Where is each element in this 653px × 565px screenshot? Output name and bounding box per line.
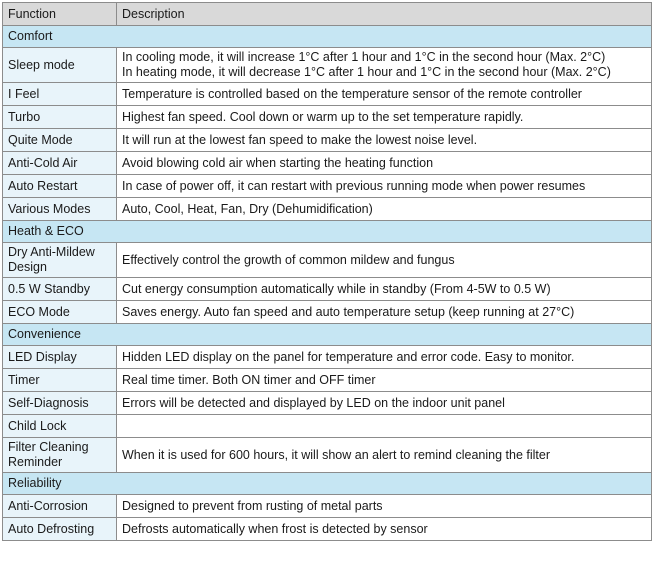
- table-row: [3, 392, 652, 415]
- description-cell: [117, 415, 652, 438]
- section-title: Convenience: [3, 324, 652, 346]
- table-row: [3, 243, 652, 278]
- function-label-line: Filter Cleaning: [8, 440, 89, 454]
- description-text: When it is used for 600 hours, it will show an alert to remind cleaning the filter: [122, 447, 550, 462]
- description-text: In cooling mode, it will increase 1°C after 1 hour and 1°C in the second hour (Max. 2°C): [122, 50, 606, 64]
- description-cell: [117, 48, 652, 83]
- description-cell: [117, 106, 652, 129]
- description-text: Avoid blowing cold air when starting the heating function: [122, 155, 434, 170]
- table-row: [3, 415, 652, 438]
- description-text: Defrosts automatically when frost is detected by sensor: [122, 521, 428, 536]
- function-cell: Auto Defrosting: [3, 518, 117, 541]
- description-cell: [117, 346, 652, 369]
- function-cell: [3, 438, 117, 473]
- table-row: [3, 369, 652, 392]
- description-cell: [117, 129, 652, 152]
- table-row: [3, 129, 652, 152]
- description-cell: [117, 152, 652, 175]
- table-row: [3, 198, 652, 221]
- function-cell: Sleep mode: [3, 48, 117, 83]
- description-cell: [117, 243, 652, 278]
- description-column-header: Description: [117, 3, 652, 26]
- function-cell: Anti-Corrosion: [3, 495, 117, 518]
- section-row: [3, 26, 652, 48]
- function-cell: Timer: [3, 369, 117, 392]
- description-cell: [117, 518, 652, 541]
- table-row: [3, 301, 652, 324]
- section-row: [3, 324, 652, 346]
- section-title: Reliability: [3, 473, 652, 495]
- table-row: [3, 518, 652, 541]
- description-cell: [117, 175, 652, 198]
- description-text: Auto, Cool, Heat, Fan, Dry (Dehumidification): [122, 201, 373, 216]
- function-cell: Various Modes: [3, 198, 117, 221]
- function-cell: Quite Mode: [3, 129, 117, 152]
- function-column-header: Function: [3, 3, 117, 26]
- table-row: [3, 278, 652, 301]
- table-row: [3, 106, 652, 129]
- table-row: [3, 438, 652, 473]
- description-text: Hidden LED display on the panel for temperature and error code. Easy to monitor.: [122, 349, 575, 364]
- section-row: [3, 473, 652, 495]
- table-row: [3, 495, 652, 518]
- table-row: [3, 83, 652, 106]
- description-text: In heating mode, it will decrease 1°C after 1 hour and 1°C in the second hour (Max. 2°C): [122, 65, 611, 79]
- description-text: Temperature is controlled based on the temperature sensor of the remote controller: [122, 86, 582, 101]
- function-label-line: Design: [8, 260, 47, 274]
- table-row: [3, 175, 652, 198]
- function-cell: LED Display: [3, 346, 117, 369]
- function-cell: Auto Restart: [3, 175, 117, 198]
- table-body: [3, 26, 652, 541]
- description-cell: [117, 278, 652, 301]
- function-cell: [3, 243, 117, 278]
- description-text: Saves energy. Auto fan speed and auto temperature setup (keep running at 27°C): [122, 304, 575, 319]
- function-cell: I Feel: [3, 83, 117, 106]
- description-text: Errors will be detected and displayed by LED on the indoor unit panel: [122, 395, 505, 410]
- description-cell: [117, 369, 652, 392]
- header-row: [3, 3, 652, 26]
- description-text: Highest fan speed. Cool down or warm up to the set temperature rapidly.: [122, 109, 524, 124]
- table-row: [3, 346, 652, 369]
- function-label-line: Reminder: [8, 455, 63, 469]
- description-text: It will run at the lowest fan speed to make the lowest noise level.: [122, 132, 478, 147]
- section-row: [3, 221, 652, 243]
- features-table: [2, 2, 652, 541]
- description-text: In case of power off, it can restart with previous running mode when power resumes: [122, 178, 586, 193]
- description-text: Effectively control the growth of common mildew and fungus: [122, 252, 455, 267]
- description-text: Designed to prevent from rusting of metal parts: [122, 498, 383, 513]
- function-cell: ECO Mode: [3, 301, 117, 324]
- description-cell: [117, 438, 652, 473]
- description-cell: [117, 495, 652, 518]
- function-cell: Child Lock: [3, 415, 117, 438]
- section-title: Heath & ECO: [3, 221, 652, 243]
- function-cell: Anti-Cold Air: [3, 152, 117, 175]
- section-title: Comfort: [3, 26, 652, 48]
- description-text: Cut energy consumption automatically while in standby (From 4-5W to 0.5 W): [122, 281, 551, 296]
- function-cell: Turbo: [3, 106, 117, 129]
- description-cell: [117, 392, 652, 415]
- description-text: Real time timer. Both ON timer and OFF timer: [122, 372, 376, 387]
- table-row: [3, 48, 652, 83]
- function-label-line: Dry Anti-Mildew: [8, 245, 95, 259]
- description-cell: [117, 83, 652, 106]
- function-cell: Self-Diagnosis: [3, 392, 117, 415]
- description-cell: [117, 198, 652, 221]
- function-cell: 0.5 W Standby: [3, 278, 117, 301]
- description-cell: [117, 301, 652, 324]
- table-row: [3, 152, 652, 175]
